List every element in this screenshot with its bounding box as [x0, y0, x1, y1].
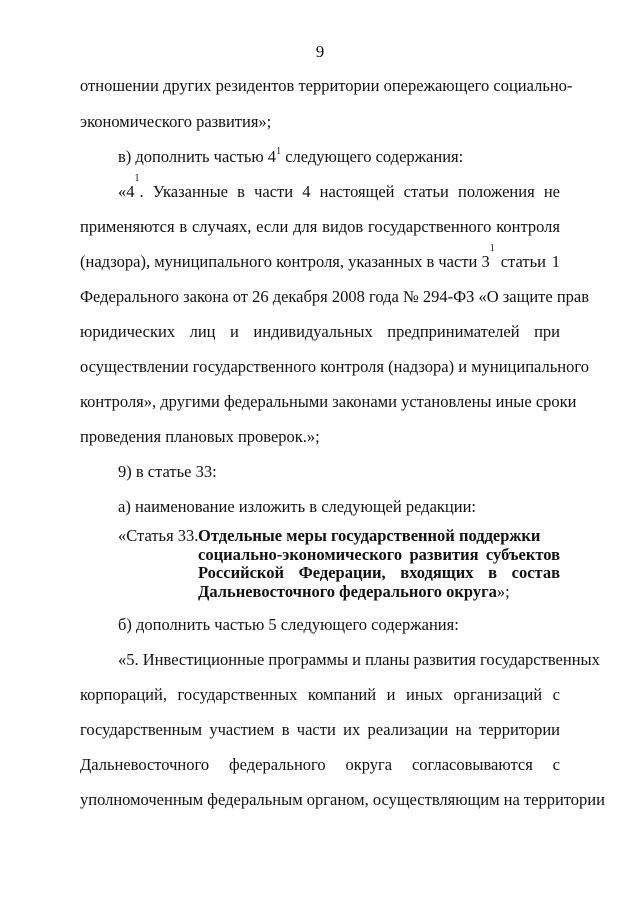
text-span: в) дополнить частью 4: [118, 147, 277, 166]
text-span: статьи 1: [500, 252, 560, 271]
text-line: б) дополнить частью 5 следующего содержания:: [118, 615, 459, 634]
text-line: уполномоченным федеральным органом, осуществляющим на территории: [80, 790, 605, 809]
text-line: а) наименование изложить в следующей редакции:: [118, 497, 476, 516]
text-line: [118, 146, 560, 168]
text-line: 9) в статье 33:: [118, 462, 217, 481]
text-line: [80, 243, 560, 273]
text-line: осуществлении государственного контроля (надзора) и муниципального: [80, 357, 589, 376]
article-title-punct: »;: [496, 581, 510, 601]
text-span: следующего содержания:: [285, 147, 464, 166]
article-title: [198, 527, 560, 601]
text-line: экономического развития»;: [80, 112, 272, 131]
superscript: 1: [276, 145, 282, 157]
text-line: проведения плановых проверок.»;: [80, 427, 320, 446]
text-span: (надзора), муниципального контроля, указанных в части 3: [80, 252, 490, 271]
text-line: юридических лиц и индивидуальных предпринимателей при: [80, 322, 560, 341]
superscript: 1: [489, 243, 495, 254]
article-title-line: социально-экономического развития субъектов: [198, 544, 560, 564]
text-line: отношении других резидентов территории опережающего социально-: [80, 76, 573, 95]
article-title-line: Отдельные меры государственной поддержки: [198, 526, 541, 545]
article-title-line: [198, 583, 560, 602]
page-number: 9: [315, 42, 325, 61]
text-span: . Указанные в части 4 настоящей статьи положения не: [139, 182, 560, 201]
article-title-text: Дальневосточного федерального округа: [198, 581, 497, 601]
text-line: Дальневосточного федерального округа согласовываются с: [80, 755, 560, 774]
text-line: контроля», другими федеральными законами установлены иные сроки: [80, 392, 577, 411]
superscript: 1: [134, 173, 140, 184]
text-line: «5. Инвестиционные программы и планы развития государственных: [118, 650, 600, 669]
text-span: «4: [118, 182, 135, 201]
article-title-line: Российской Федерации, входящих в состав: [198, 563, 560, 582]
text-line: Федерального закона от 26 декабря 2008 года № 294-ФЗ «О защите прав: [80, 287, 590, 306]
text-line: [118, 173, 560, 203]
text-line: применяются в случаях, если для видов государственного контроля: [80, 217, 560, 236]
text-line: государственным участием в части их реализации на территории: [80, 720, 560, 739]
article-number: «Статья 33.: [118, 526, 199, 545]
text-line: корпораций, государственных компаний и иных организаций с: [80, 685, 560, 704]
